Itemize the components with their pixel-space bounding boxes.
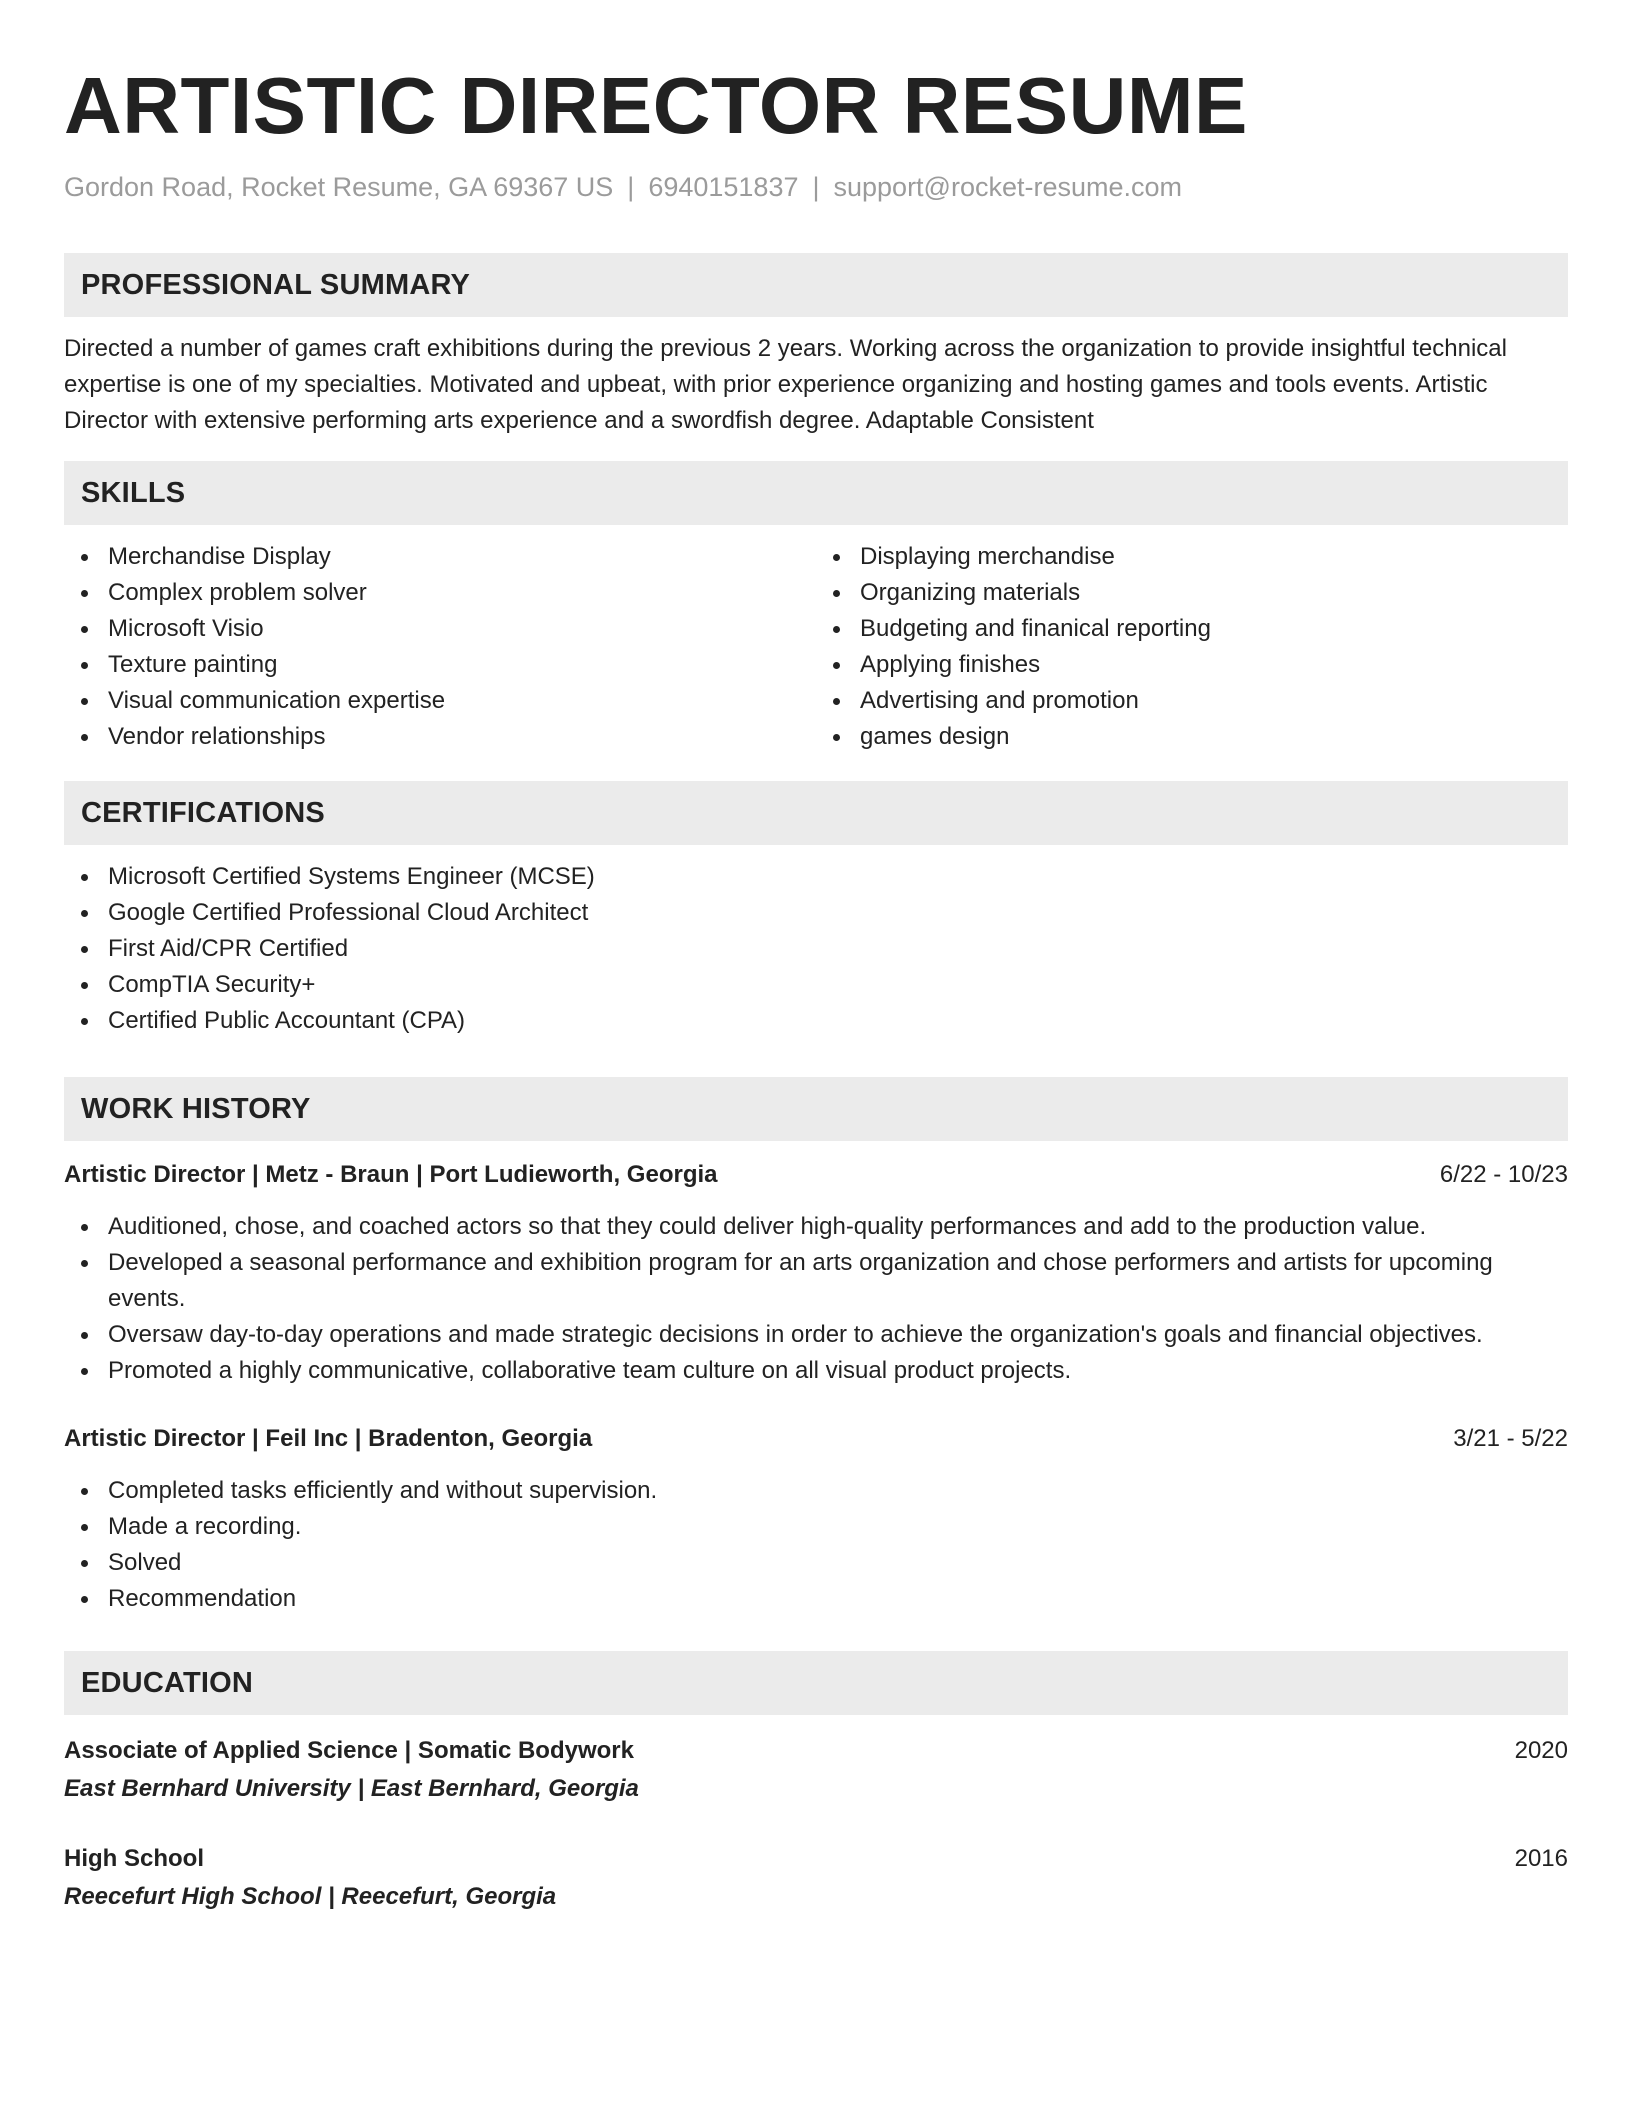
education-entry [64, 1841, 1568, 1915]
job-bullets [64, 1473, 1568, 1617]
job-bullet: Completed tasks efficiently and without supervision. [64, 1473, 1568, 1509]
education-school: Reecefurt High School | Reecefurt, Georgia [64, 1883, 557, 1910]
job-title: Artistic Director | Metz - Braun | Port Ludieworth, Georgia [64, 1161, 718, 1188]
certification-item: CompTIA Security+ [64, 967, 1568, 1003]
education-heading: EDUCATION [64, 1651, 1568, 1715]
skill-item: Displaying merchandise [816, 539, 1568, 575]
job-bullet: Oversaw day-to-day operations and made strategic decisions in order to achieve the organization's goals and financial objectives. [64, 1317, 1568, 1353]
education-year: 2016 [1514, 1845, 1568, 1872]
job-title: Artistic Director | Feil Inc | Bradenton, Georgia [64, 1425, 593, 1452]
certifications-heading: CERTIFICATIONS [64, 781, 1568, 845]
resume-title: ARTISTIC DIRECTOR RESUME [64, 61, 1248, 150]
job-bullet: Made a recording. [64, 1509, 1568, 1545]
job-entry [64, 1421, 1568, 1617]
skill-item: Vendor relationships [64, 719, 816, 755]
skill-item: Merchandise Display [64, 539, 816, 575]
contact-separator: | [812, 172, 820, 202]
certification-item: Google Certified Professional Cloud Architect [64, 895, 1568, 931]
contact-line [64, 172, 1568, 203]
education-degree: Associate of Applied Science | Somatic Bodywork [64, 1737, 634, 1764]
job-bullet: Recommendation [64, 1581, 1568, 1617]
skill-item: Visual communication expertise [64, 683, 816, 719]
certification-item: Certified Public Accountant (CPA) [64, 1003, 1568, 1039]
contact-separator: | [627, 172, 635, 202]
skills-heading: SKILLS [64, 461, 1568, 525]
job-bullet: Solved [64, 1545, 1568, 1581]
job-dates: 6/22 - 10/23 [1439, 1161, 1568, 1188]
job-bullets [64, 1209, 1568, 1389]
skill-item: Texture painting [64, 647, 816, 683]
education-header [64, 1733, 1568, 1769]
work-history-heading: WORK HISTORY [64, 1077, 1568, 1141]
contact-email: support@rocket-resume.com [833, 172, 1183, 202]
skill-item: Advertising and promotion [816, 683, 1568, 719]
job-dates: 3/21 - 5/22 [1453, 1425, 1568, 1452]
skill-item: Complex problem solver [64, 575, 816, 611]
skill-item: Organizing materials [816, 575, 1568, 611]
skills-left-list [64, 539, 816, 755]
skill-item: Microsoft Visio [64, 611, 816, 647]
summary-heading: PROFESSIONAL SUMMARY [64, 253, 1568, 317]
job-bullet: Developed a seasonal performance and exhibition program for an arts organization and chose performers and artists for upcoming events. [64, 1245, 1568, 1317]
education-year: 2020 [1514, 1737, 1568, 1764]
contact-phone: 6940151837 [648, 172, 799, 202]
job-header [64, 1421, 1568, 1457]
certification-item: Microsoft Certified Systems Engineer (MCSE) [64, 859, 1568, 895]
contact-address: Gordon Road, Rocket Resume, GA 69367 US [64, 172, 614, 202]
skill-item: games design [816, 719, 1568, 755]
job-bullet: Promoted a highly communicative, collaborative team culture on all visual product projects. [64, 1353, 1568, 1389]
education-header [64, 1841, 1568, 1877]
skill-item: Applying finishes [816, 647, 1568, 683]
education-entry [64, 1733, 1568, 1807]
job-header [64, 1157, 1568, 1193]
skills-grid [64, 539, 1568, 755]
summary-text: Directed a number of games craft exhibitions during the previous 2 years. Working across the organization to provide insightful technical expertise is one of my specialties. Motivated and upbeat, with prior experience organizing and hosting games and tools events. Artistic Director with extensive performing arts experience and a swordfish degree. Adaptable Consistent [64, 335, 1507, 434]
job-bullet: Auditioned, chose, and coached actors so that they could deliver high-quality performances and add to the production value. [64, 1209, 1568, 1245]
certification-item: First Aid/CPR Certified [64, 931, 1568, 967]
education-degree: High School [64, 1845, 204, 1872]
education-school: East Bernhard University | East Bernhard, Georgia [64, 1775, 639, 1802]
certifications-list [64, 859, 1568, 1039]
skills-right-list [816, 539, 1568, 755]
skill-item: Budgeting and finanical reporting [816, 611, 1568, 647]
job-entry [64, 1157, 1568, 1389]
